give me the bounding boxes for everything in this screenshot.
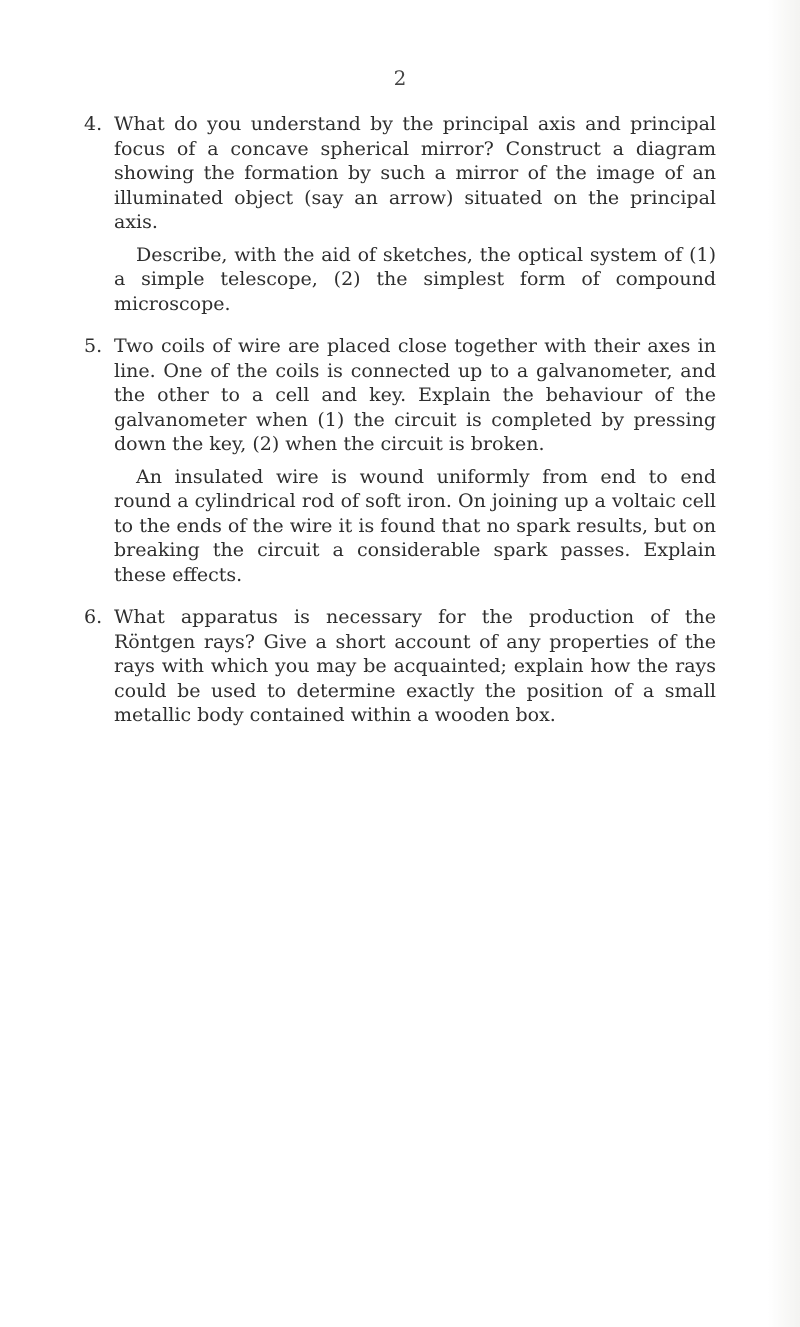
question-number: 4. <box>84 113 103 135</box>
question-paragraph: An insulated wire is wound uniformly from end to end round a cylindrical rod of soft iron. On joining up a voltaic cell to the ends of the wire it is found that no spark results, but on breaking the circuit a considerable spark passes. Explain these effects. <box>114 465 716 586</box>
question-paragraph: What do you understand by the principal axis and principal focus of a concave spherical mirror? Construct a diagram showing the formation by such a mirror of the image of an illuminated object (say an arrow) situated on the principal axis. <box>114 113 716 233</box>
page-number: 2 <box>393 66 407 90</box>
question-4 <box>84 112 716 316</box>
question-number: 6. <box>84 606 103 628</box>
question-paragraph: Describe, with the aid of sketches, the optical system of (1) a simple telescope, (2) the simplest form of compound microscope. <box>114 243 716 315</box>
question-paragraph: Two coils of wire are placed close together with their axes in line. One of the coils is connected up to a galvanometer, and the other to a cell and key. Explain the behaviour of the galvanometer when (1) the circuit is completed by pressing down the key, (2) when the circuit is broken. <box>114 335 716 455</box>
question-5 <box>84 334 716 587</box>
question-number: 5. <box>84 335 103 357</box>
question-6 <box>84 605 716 728</box>
question-paragraph: What apparatus is necessary for the production of the Röntgen rays? Give a short account of any properties of the rays with which you may be acquainted; explain how the rays could be used to determine exactly the position of a small metallic body contained within a wooden box. <box>114 606 716 726</box>
question-list <box>84 112 716 746</box>
